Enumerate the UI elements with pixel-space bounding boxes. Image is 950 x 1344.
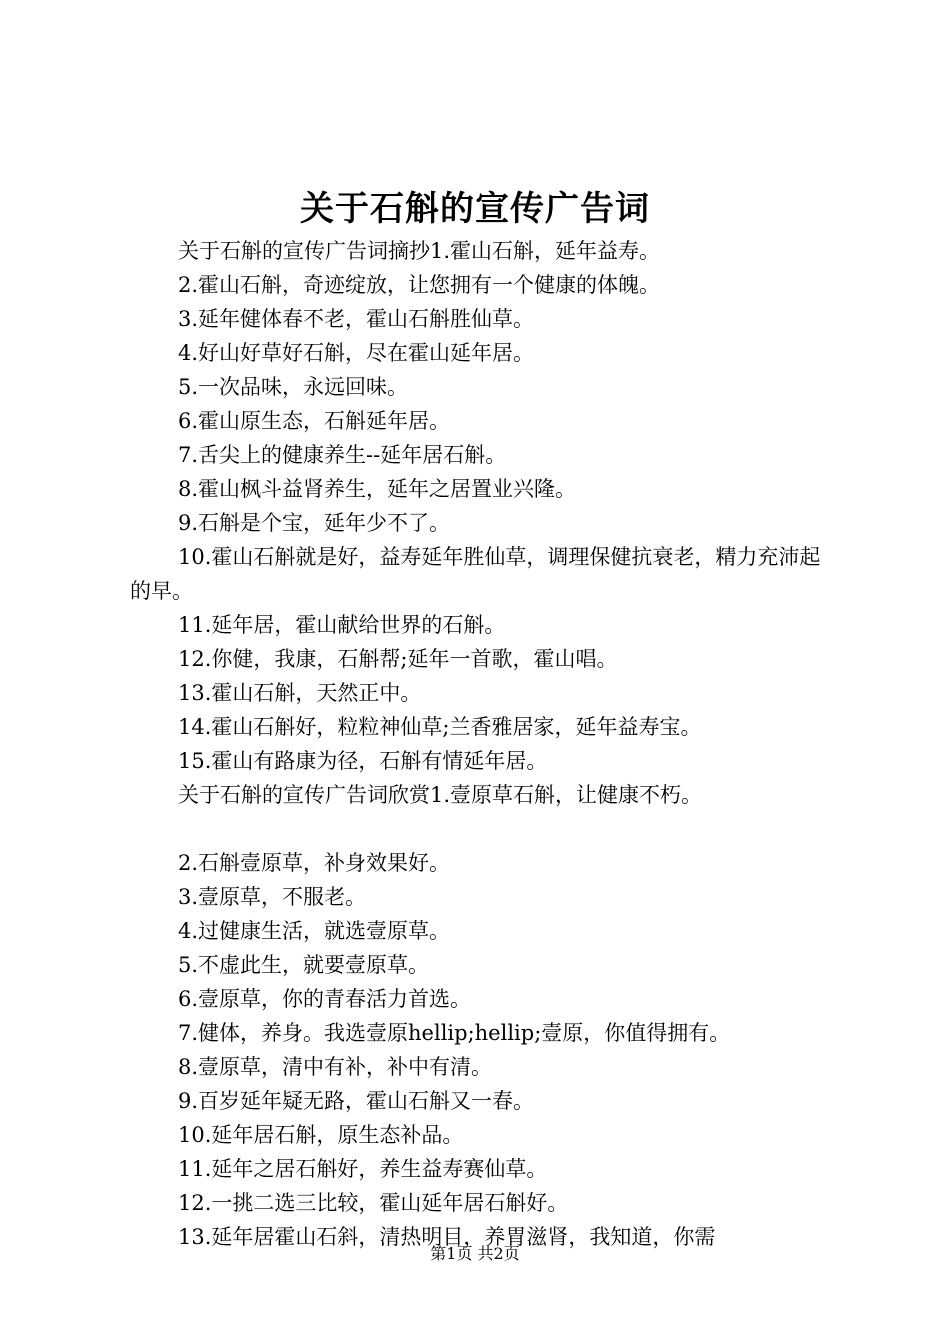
paragraph: 4.好山好草好石斛，尽在霍山延年居。 [178,341,535,365]
paragraph: 3.壹原草，不服老。 [178,885,367,909]
paragraph: 12.你健，我康，石斛帮;延年一首歌，霍山唱。 [178,647,618,671]
paragraph: 2.霍山石斛，奇迹绽放，让您拥有一个健康的体魄。 [178,273,661,297]
paragraph: 13.霍山石斛，天然正中。 [178,681,422,705]
paragraph: 11.延年居，霍山献给世界的石斛。 [178,613,506,637]
document-body [130,234,832,1254]
paragraph: 14.霍山石斛好，粒粒神仙草;兰香雅居家，延年益寿宝。 [178,715,702,739]
paragraph: 关于石斛的宣传广告词欣赏1.壹原草石斛，让健康不朽。 [178,783,703,807]
paragraph: 6.霍山原生态，石斛延年居。 [178,409,451,433]
paragraph: 8.霍山枫斗益肾养生，延年之居置业兴隆。 [178,477,577,501]
paragraph: 10.霍山石斛就是好，益寿延年胜仙草，调理保健抗衰老，精力充沛起的早。 [130,545,821,603]
page-footer: 第1页 共2页 [430,1244,520,1263]
paragraph: 15.霍山有路康为径，石斛有情延年居。 [178,749,548,773]
paragraph: 10.延年居石斛，原生态补品。 [178,1123,464,1147]
paragraph: 9.石斛是个宝，延年少不了。 [178,511,451,535]
paragraph: 13.延年居霍山石斜，清热明目，养胃滋肾，我知道，你需 [178,1225,716,1249]
page-title: 关于石斛的宣传广告词 [300,189,650,229]
paragraph: 2.石斛壹原草，补身效果好。 [178,851,451,875]
paragraph: 9.百岁延年疑无路，霍山石斛又一春。 [178,1089,535,1113]
paragraph: 6.壹原草，你的青春活力首选。 [178,987,472,1011]
paragraph: 11.延年之居石斛好，养生益寿赛仙草。 [178,1157,548,1181]
paragraph: 12.一挑二选三比较，霍山延年居石斛好。 [178,1191,569,1215]
paragraph: 3.延年健体春不老，霍山石斛胜仙草。 [178,307,535,331]
paragraph: 5.一次品味，永远回味。 [178,375,409,399]
paragraph: 8.壹原草，清中有补，补中有清。 [178,1055,493,1079]
paragraph: 7.舌尖上的健康养生--延年居石斛。 [178,443,507,467]
paragraph: 5.不虚此生，就要壹原草。 [178,953,430,977]
paragraph: 7.健体，养身。我选壹原hellip;hellip;壹原，你值得拥有。 [178,1021,731,1045]
paragraph: 关于石斛的宣传广告词摘抄1.霍山石斛，延年益寿。 [178,239,661,263]
paragraph: 4.过健康生活，就选壹原草。 [178,919,451,943]
